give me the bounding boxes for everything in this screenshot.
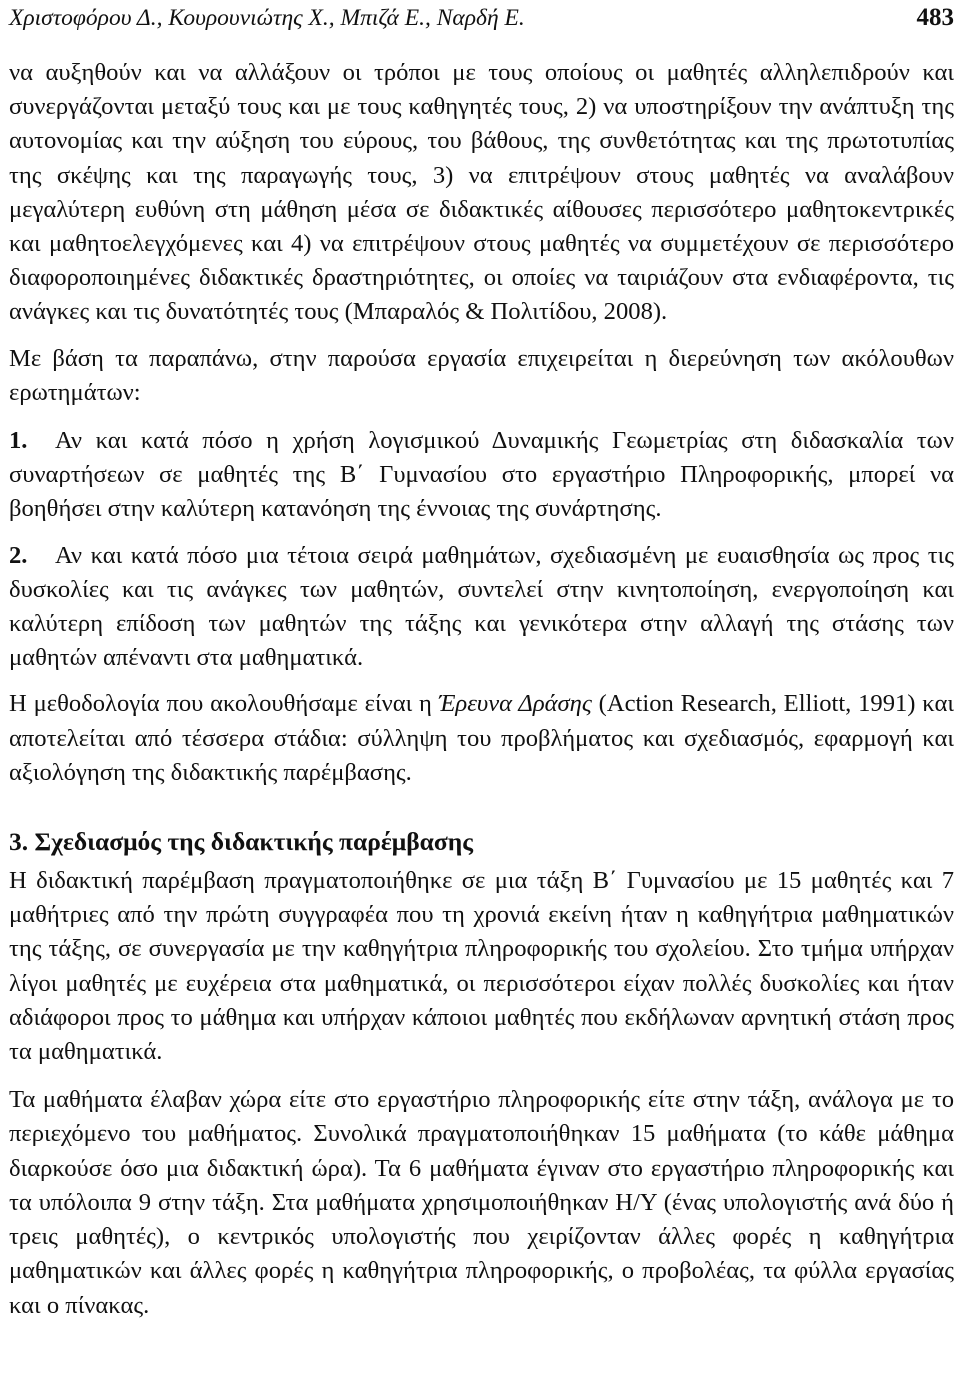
section-paragraph-1: Η διδακτική παρέμβαση πραγματοποιήθηκε σε μια τάξη Β΄ Γυμνασίου με 15 μαθητές και 7 μαθήτριες από την πρώτη συγγραφέα που τη χρονιά εκείνη ήταν η καθηγήτρια μαθηματικών της τάξης, σε συνεργασία με την καθηγήτρια πληροφορικής του σχολείου. Στο τμήμα υπήρχαν λίγοι μαθητές με ευχέρεια στα μαθηματικά, οι περισσότεροι είχαν πολλές δυσκολίες και ήταν αδιάφοροι προς το μάθημα και υπήρχαν κάποιοι μαθητές που εκδήλωναν αρνητική στάση προς τα μαθηματικά.: [9, 867, 954, 1066]
research-question-2: [9, 539, 954, 676]
methodology-text-start: Η μεθοδολογία που ακολουθήσαμε είναι η: [9, 690, 439, 718]
question-number: 2.: [9, 541, 28, 569]
methodology-paragraph: [9, 687, 954, 790]
question-number: 1.: [9, 427, 28, 455]
page-number: 483: [916, 4, 954, 31]
document-page: [9, 0, 954, 1323]
research-question-1: [9, 424, 954, 527]
intro-paragraph: να αυξηθούν και να αλλάξουν οι τρόποι με τους οποίους οι μαθητές αλληλεπιδρούν και συνεργάζονται μεταξύ τους και με τους καθηγητές τους, 2) να υποστηρίξουν την ανάπτυξη της αυτονομίας και την αύξηση του εύρους, του βάθους, της συνθετότητας και της πρωτοτυπίας της σκέψης και της παραγωγής τους, 3) να επιτρέψουν στους μαθητές να αναλάβουν μεγαλύτερη ευθύνη στη μάθηση μέσα σε διδακτικές αίθουσες περισσότερο μαθητοκεντρικές και μαθητοελεγχόμενες και 4) να επιτρέψουν στους μαθητές να συμμετέχουν σε περισσότερο διαφοροποιημένες διδακτικές δραστηριότητες, οι οποίες να ταιριάζουν στα ενδιαφέροντα, τις ανάγκες και τις δυνατότητές τους (Μπαραλός & Πολιτίδου, 2008).: [9, 59, 954, 326]
question-text: Αν και κατά πόσο η χρήση λογισμικού Δυναμικής Γεωμετρίας στη διδασκαλία των συναρτήσεων σε μαθητές της Β΄ Γυμνασίου στο εργαστήριο Πληροφορικής, μπορεί να βοηθήσει στην καλύτερη κατανόηση της έννοιας της συνάρτησης.: [9, 427, 954, 523]
question-text: Αν και κατά πόσο μια τέτοια σειρά μαθημάτων, σχεδιασμένη με ευαισθησία ως προς τις δυσκολίες και τις ανάγκες των μαθητών, συντελεί στην κινητοποίηση, ενεργοποίηση και καλύτερη επίδοση των μαθητών της τάξης και γενικότερα στην αλλαγή της στάσης των μαθητών απέναντι στα μαθηματικά.: [9, 541, 954, 672]
section-heading: 3. Σχεδιασμός της διδακτικής παρέμβασης: [9, 827, 473, 857]
methodology-term-italic: Έρευνα Δράσης: [438, 690, 592, 718]
running-header: [9, 0, 954, 44]
questions-intro-paragraph: Με βάση τα παραπάνω, στην παρούσα εργασία επιχειρείται η διερεύνηση των ακόλουθων ερωτημάτων:: [9, 344, 954, 406]
methodology-text-end: (Action Research, Elliott, 1991) και αποτελείται από τέσσερα στάδια: σύλληψη του προβλήματος και σχεδιασμός, εφαρμογή και αξιολόγηση της διδακτικής παρέμβασης.: [9, 690, 954, 786]
section-paragraph-2: Τα μαθήματα έλαβαν χώρα είτε στο εργαστήριο πληροφορικής είτε στην τάξη, ανάλογα με το περιεχόμενο του μαθήματος. Συνολικά πραγματοποιήθηκαν 15 μαθήματα (το κάθε μάθημα διαρκούσε όσο μια διδακτική ώρα). Τα 6 μαθήματα έγιναν στο εργαστήριο πληροφορικής και τα υπόλοιπα 9 στην τάξη. Στα μαθήματα χρησιμοποιήθηκαν Η/Υ (ένας υπολογιστής ανά δύο ή τρεις μαθητές), ο κεντρικός υπολογιστής που χειρίζονταν άλλες φορές η καθηγήτρια μαθηματικών και άλλες φορές η καθηγήτρια πληροφορικής, ο προβολέας, τα φύλλα εργασίας και ο πίνακας.: [9, 1086, 954, 1319]
research-questions-list: [9, 424, 954, 675]
header-authors: Χριστοφόρου Δ., Κουρουνιώτης Χ., Μπιζά Ε., Ναρδή Ε.: [9, 5, 525, 31]
